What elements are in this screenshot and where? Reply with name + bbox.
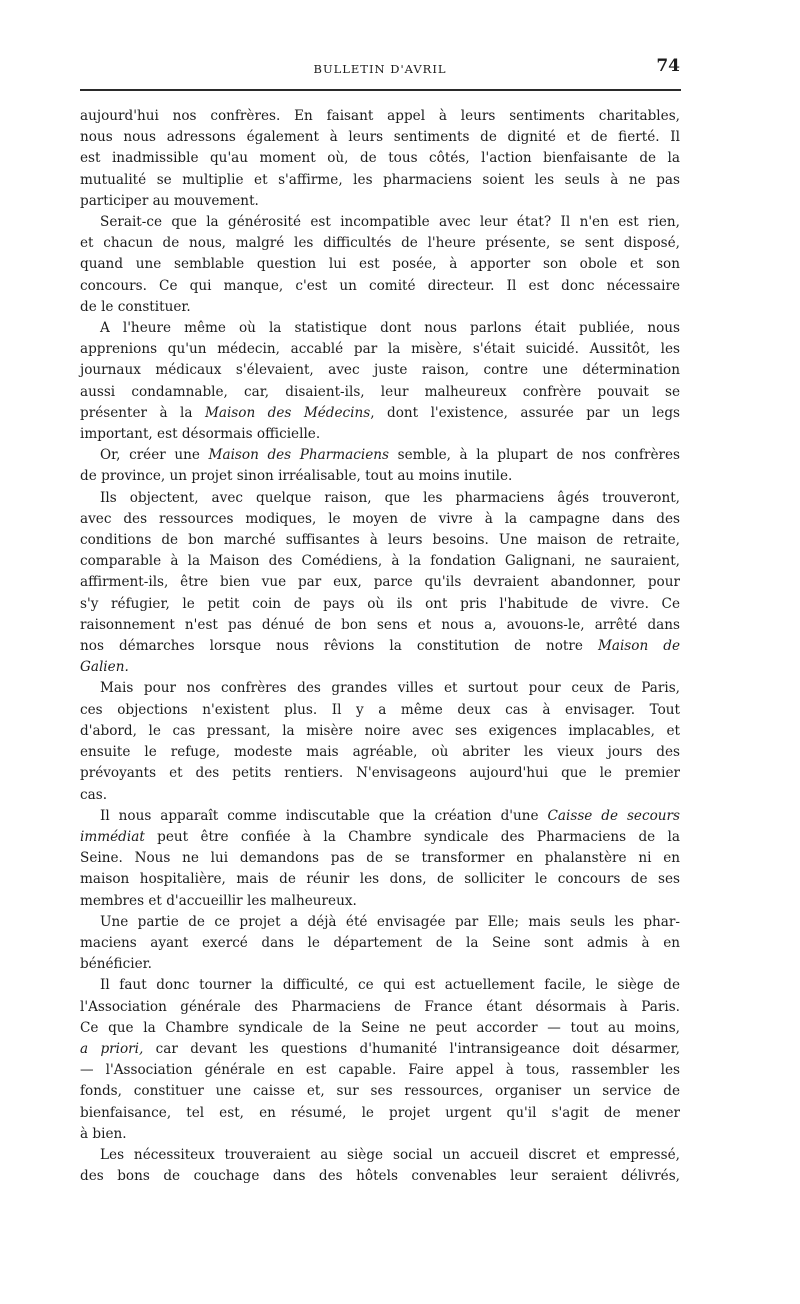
text-line <box>80 827 680 848</box>
text-segment: nos démarches lorsque nous rêvions la constitution de notre <box>80 638 598 655</box>
text-segment: car devant les questions d'humanité l'intransigeance doit désarmer, <box>143 1040 680 1057</box>
page-number: 74 <box>656 56 680 76</box>
text-line: Seine. Nous ne lui demandons pas de se transformer en phalanstère ni en <box>80 850 680 867</box>
italic-title: Galien. <box>80 659 129 676</box>
text-line: membres et d'accueillir les malheureux. <box>80 892 357 909</box>
text-line: et chacun de nous, malgré les difficultés de l'heure présente, se sent disposé, <box>80 235 680 252</box>
text-line: quand une semblable question lui est posée, à apporter son obole et son <box>80 256 680 273</box>
text-segment: , dont l'existence, assurée par un legs <box>370 404 681 421</box>
text-line: ces objections n'existent plus. Il y a même deux cas à envisager. Tout <box>80 701 680 718</box>
bulletin-title: BULLETIN D'AVRIL <box>313 62 447 76</box>
paragraph-8 <box>80 912 680 976</box>
text-line: ensuite le refuge, modeste mais agréable, où abriter les vieux jours des <box>80 744 680 761</box>
text-line: à bien. <box>80 1125 127 1142</box>
paragraph-2 <box>80 212 680 318</box>
text-line: mutualité se multiplie et s'affirme, les pharmaciens soient les seuls à ne pas <box>80 171 680 188</box>
text-line <box>80 1039 680 1060</box>
text-line: des bons de couchage dans des hôtels convenables leur seraient délivrés, <box>80 1168 680 1185</box>
text-line: prévoyants et des petits rentiers. N'envisageons aujourd'hui que le premier <box>80 765 680 782</box>
paragraph-7 <box>80 806 680 912</box>
paragraph-3 <box>80 318 680 445</box>
text-segment: Or, créer une <box>100 447 209 464</box>
italic-title: immédiat <box>80 828 145 845</box>
text-segment: présenter à la <box>80 404 205 421</box>
paragraph-4 <box>80 445 680 487</box>
text-line <box>80 403 680 424</box>
text-line: maison hospitalière, mais de réunir les dons, de solliciter le concours de ses <box>80 871 680 888</box>
italic-title: a priori, <box>80 1040 144 1057</box>
running-header <box>80 56 680 86</box>
text-line: aujourd'hui nos confrères. En faisant appel à leurs sentiments charitables, <box>80 108 680 124</box>
text-line: l'Association générale des Pharmaciens de France étant désormais à Paris. <box>80 998 680 1015</box>
text-line <box>80 657 680 678</box>
italic-title: Maison des Pharmaciens <box>208 447 390 464</box>
text-line: apprenions qu'un médecin, accablé par la misère, s'était suicidé. Aussitôt, les <box>80 341 680 358</box>
text-line: participer au mouvement. <box>80 192 259 209</box>
paragraph-1 <box>80 106 680 212</box>
text-line: concours. Ce qui manque, c'est un comité directeur. Il est donc nécessaire <box>80 277 680 294</box>
text-line: affirment-ils, être bien vue par eux, parce qu'ils devraient abandonner, pour <box>80 574 680 591</box>
text-line: cas. <box>80 786 108 803</box>
text-line <box>80 636 680 657</box>
italic-title: Maison des Médecins <box>204 404 371 421</box>
text-line: comparable à la Maison des Comédiens, à la fondation Galignani, ne sauraient, <box>80 553 680 570</box>
text-line: de province, un projet sinon irréalisable, tout au moins inutile. <box>80 468 513 485</box>
text-line: Ce que la Chambre syndicale de la Seine ne peut accorder — tout au moins, <box>80 1019 680 1036</box>
text-line: de le constituer. <box>80 298 191 315</box>
text-line: Les nécessiteux trouveraient au siège social un accueil discret et empressé, <box>100 1146 680 1163</box>
text-line: Il faut donc tourner la difficulté, ce qui est actuellement facile, le siège de <box>100 977 680 994</box>
text-line: important, est désormais officielle. <box>80 426 321 443</box>
paragraph-5 <box>80 488 680 679</box>
text-line: fonds, constituer une caisse et, sur ses ressources, organiser un service de <box>80 1083 680 1100</box>
text-line: — l'Association générale en est capable. Faire appel à tous, rassembler les <box>80 1062 680 1079</box>
text-line: journaux médicaux s'élevaient, avec juste raison, contre une détermination <box>80 362 680 379</box>
text-line: Serait-ce que la générosité est incompatible avec leur état? Il n'en est rien, <box>100 214 680 231</box>
text-segment: semble, à la plupart de nos confrères <box>389 447 681 464</box>
header-rule <box>80 89 681 91</box>
text-line <box>80 445 680 466</box>
text-segment: Il nous apparaît comme indiscutable que la création d'une <box>100 807 548 824</box>
text-line <box>80 806 680 827</box>
text-segment: peut être confiée à la Chambre syndicale des Pharmaciens de la <box>144 828 680 845</box>
text-line: Ils objectent, avec quelque raison, que les pharmaciens âgés trouveront, <box>100 489 680 506</box>
text-line: A l'heure même où la statistique dont nous parlons était publiée, nous <box>100 320 680 337</box>
paragraph-9 <box>80 975 680 1145</box>
text-line: Une partie de ce projet a déjà été envisagée par Elle; mais seuls les phar- <box>100 913 680 930</box>
text-line: conditions de bon marché suffisantes à leurs besoins. Une maison de retraite, <box>80 532 680 549</box>
text-line: s'y réfugier, le petit coin de pays où ils ont pris l'habitude de vivre. Ce <box>80 595 680 612</box>
italic-title: Caisse de secours <box>547 807 680 824</box>
paragraph-10 <box>80 1145 680 1187</box>
text-line: maciens ayant exercé dans le département de la Seine sont admis à en <box>80 934 680 951</box>
text-line: Mais pour nos confrères des grandes villes et surtout pour ceux de Paris, <box>100 680 680 697</box>
text-line: raisonnement n'est pas dénué de bon sens et nous a, avouons-le, arrêté dans <box>80 616 680 633</box>
text-line: avec des ressources modiques, le moyen de vivre à la campagne dans des <box>80 510 680 527</box>
text-line: nous nous adressons également à leurs sentiments de dignité et de fierté. Il <box>80 129 680 146</box>
text-line: d'abord, le cas pressant, la misère noire avec ses exigences implacables, et <box>80 722 680 739</box>
text-line: aussi condamnable, car, disaient-ils, leur malheureux confrère pouvait se <box>80 383 680 400</box>
text-line: est inadmissible qu'au moment où, de tous côtés, l'action bienfaisante de la <box>80 150 680 167</box>
body-text <box>80 106 680 1187</box>
paragraph-6 <box>80 678 680 805</box>
text-line: bienfaisance, tel est, en résumé, le projet urgent qu'il s'agit de mener <box>80 1104 680 1121</box>
italic-title: Maison de <box>597 638 681 655</box>
text-line: bénéficier. <box>80 956 152 973</box>
